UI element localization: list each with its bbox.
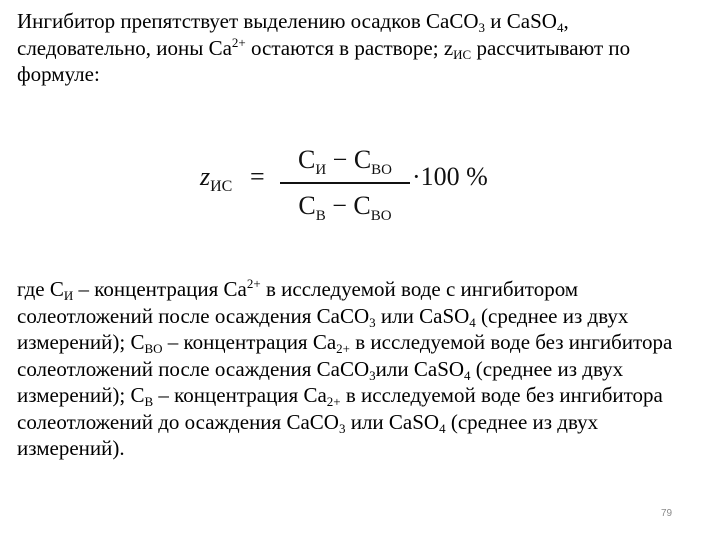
body-sub-4: ВО xyxy=(144,341,163,356)
body-text-3: в исследуемой воде с ингибитором солеотложений после осаждения CaCO xyxy=(17,277,579,328)
den-sub2: ВО xyxy=(370,208,392,224)
body-sub-3: 4 xyxy=(469,314,476,330)
formula-z-sub: ИС xyxy=(210,178,233,195)
intro-text-1: Ингибитор препятствует выделению осадков CaCO xyxy=(17,9,479,33)
body-sub-1: И xyxy=(63,288,74,303)
body-text-8: или CaSO xyxy=(375,356,465,381)
formula-lhs xyxy=(200,162,233,195)
body-sup-1: 2+ xyxy=(246,276,261,291)
body-text-12: или CaSO xyxy=(345,409,440,434)
intro-text-4: остаются в растворе; z xyxy=(245,35,454,60)
formula-denominator xyxy=(280,186,410,226)
body-sub-6: 3 xyxy=(369,367,376,383)
num-c2: C xyxy=(353,145,372,174)
formula-multiplier: ·100 % xyxy=(412,162,488,191)
body-sub-11: 4 xyxy=(439,420,446,436)
body-sub-9: 2+ xyxy=(326,394,341,409)
formula-z: z xyxy=(200,162,211,191)
definitions-paragraph xyxy=(17,276,707,462)
formula-equals: = xyxy=(250,162,265,191)
formula-numerator xyxy=(280,140,410,180)
body-sub-8: В xyxy=(144,394,154,409)
body-sub-7: 4 xyxy=(464,367,471,383)
body-text-2: – концентрация Ca xyxy=(73,277,247,301)
body-text-1: где C xyxy=(17,277,64,301)
intro-sub-3: ИС xyxy=(453,46,472,62)
fraction-bar xyxy=(280,182,410,184)
intro-sub-1: 3 xyxy=(478,20,486,35)
intro-sup-1: 2+ xyxy=(231,34,246,50)
body-sub-2: 3 xyxy=(369,314,376,330)
intro-text-5: рассчитывают по формуле: xyxy=(17,35,631,86)
den-sub1: В xyxy=(315,208,326,224)
body-text-9: (среднее из двух измерений); C xyxy=(17,356,624,407)
page-number: 79 xyxy=(661,508,673,519)
body-text-4: или CaSO xyxy=(375,303,470,328)
num-sub1: И xyxy=(315,162,327,178)
body-text-6: – концентрация Ca xyxy=(162,330,337,354)
body-sub-5: 2+ xyxy=(336,341,351,356)
num-minus: − xyxy=(326,145,354,174)
intro-sub-2: 4 xyxy=(556,20,564,35)
num-c1: C xyxy=(297,145,316,174)
num-sub2: ВО xyxy=(371,162,393,178)
intro-text-2: и CaSO xyxy=(485,9,557,33)
zis-formula xyxy=(200,140,520,230)
intro-paragraph xyxy=(17,8,707,88)
body-text-10: – концентрация Ca xyxy=(153,383,327,407)
formula-fraction xyxy=(280,140,410,226)
den-minus: − xyxy=(325,191,354,220)
body-sub-10: 3 xyxy=(338,420,346,436)
body-text-11: в исследуемой воде без ингибитора солеотложений до осаждения CaCO xyxy=(17,383,663,434)
body-text-5: (среднее из двух измерений); C xyxy=(17,303,629,354)
body-text-13: (среднее из двух измерений). xyxy=(17,409,599,460)
intro-text-3: , следовательно, ионы Ca xyxy=(17,9,569,60)
den-c2: C xyxy=(353,191,371,220)
body-text-7: в исследуемой воде без ингибитора солеотложений после осаждения CaCO xyxy=(17,330,673,381)
den-c1: C xyxy=(298,191,316,220)
